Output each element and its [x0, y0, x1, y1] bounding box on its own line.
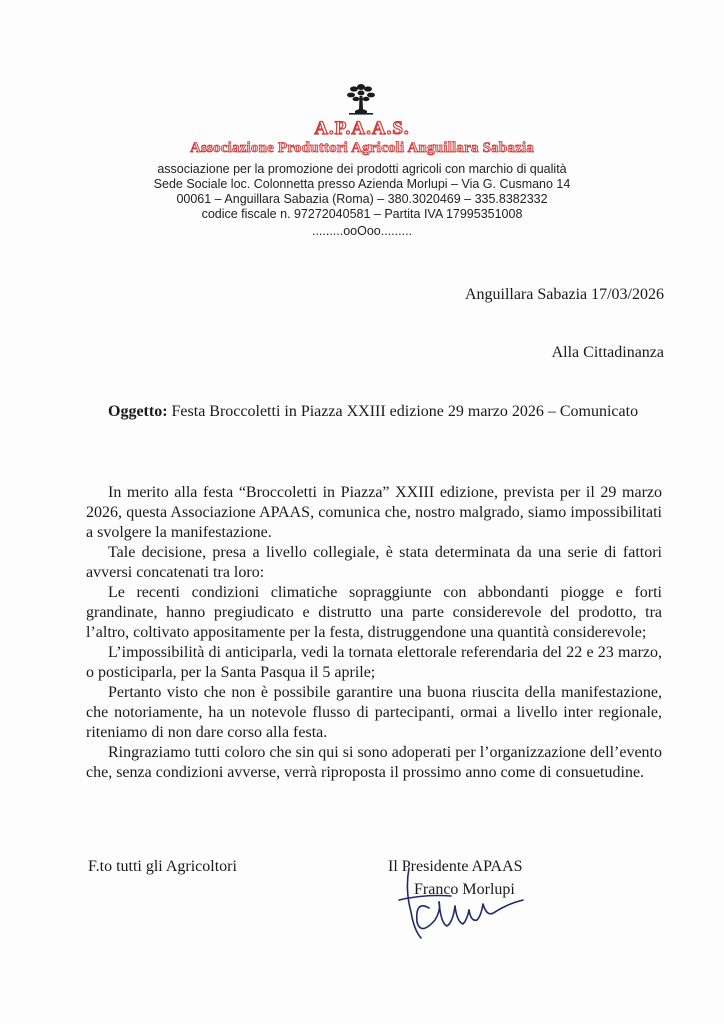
- paragraph: Le recenti condizioni climatiche sopraggiunte con abbondanti piogge e forti grandinate, hanno pregiudicato e distrutto una parte considerevole del prodotto, tra l’altro, coltivato appositamente per la festa, distruggendone una quantità considerevole;: [86, 584, 662, 641]
- letterhead-fiscal: codice fiscale n. 97272040581 – Partita IVA 17995351008: [201, 207, 523, 221]
- subject-label: Oggetto:: [108, 403, 168, 420]
- farmers-signature-line: F.to tutti gli Agricoltori: [88, 858, 237, 875]
- president-title: Il Presidente APAAS: [388, 858, 523, 875]
- association-name: Associazione Produttori Agricoli Anguillara Sabazia: [189, 140, 535, 156]
- handwritten-signature: [395, 860, 535, 950]
- subject-text: Festa Broccoletti in Piazza XXIII edizione 29 marzo 2026 – Comunicato: [171, 403, 639, 420]
- paragraph: In merito alla festa “Broccoletti in Piazza” XXIII edizione, prevista per il 29 marzo 2026, questa Associazione APAAS, comunica che, nostro malgrado, siamo impossibilitati a svolgere la manifestazione.: [86, 484, 662, 541]
- letterhead-address: Sede Sociale loc. Colonnetta presso Azienda Morlupi – Via G. Cusmano 14: [153, 177, 571, 191]
- letterhead-contacts: 00061 – Anguillara Sabazia (Roma) – 380.3020469 – 335.8382332: [176, 192, 548, 206]
- paragraph: Pertanto visto che non è possibile garantire una buona riuscita della manifestazione, che notoriamente, ha un notevole flusso di partecipanti, ormai a livello inter regionale, riteniamo di non dare corso alla festa.: [86, 684, 662, 741]
- letter-body: [86, 483, 662, 783]
- paragraph: Tale decisione, presa a livello collegiale, è stata determinata da una serie di fattori avversi concatenati tra loro:: [86, 544, 662, 581]
- president-name: Franco Morlupi: [414, 881, 515, 898]
- association-acronym: A.P.A.A.S.: [314, 118, 410, 139]
- paragraph: L’impossibilità di anticiparla, vedi la tornata elettorale referendaria del 22 e 23 marzo, o posticiparla, per la Santa Pasqua il 5 aprile;: [86, 644, 662, 681]
- letterhead-separator: .........ooOoo.........: [311, 224, 413, 238]
- recipient: Alla Cittadinanza: [551, 344, 664, 361]
- tree-icon: [343, 78, 379, 120]
- paragraph: Ringraziamo tutti coloro che sin qui si sono adoperati per l’organizzazione dell’evento che, senza condizioni avverse, verrà riproposta il prossimo anno come di consuetudine.: [86, 744, 662, 781]
- letterhead-line-1: associazione per la promozione dei prodotti agricoli con marchio di qualità: [157, 162, 567, 176]
- place-date: Anguillara Sabazia 17/03/2026: [464, 286, 664, 303]
- subject: [86, 402, 662, 422]
